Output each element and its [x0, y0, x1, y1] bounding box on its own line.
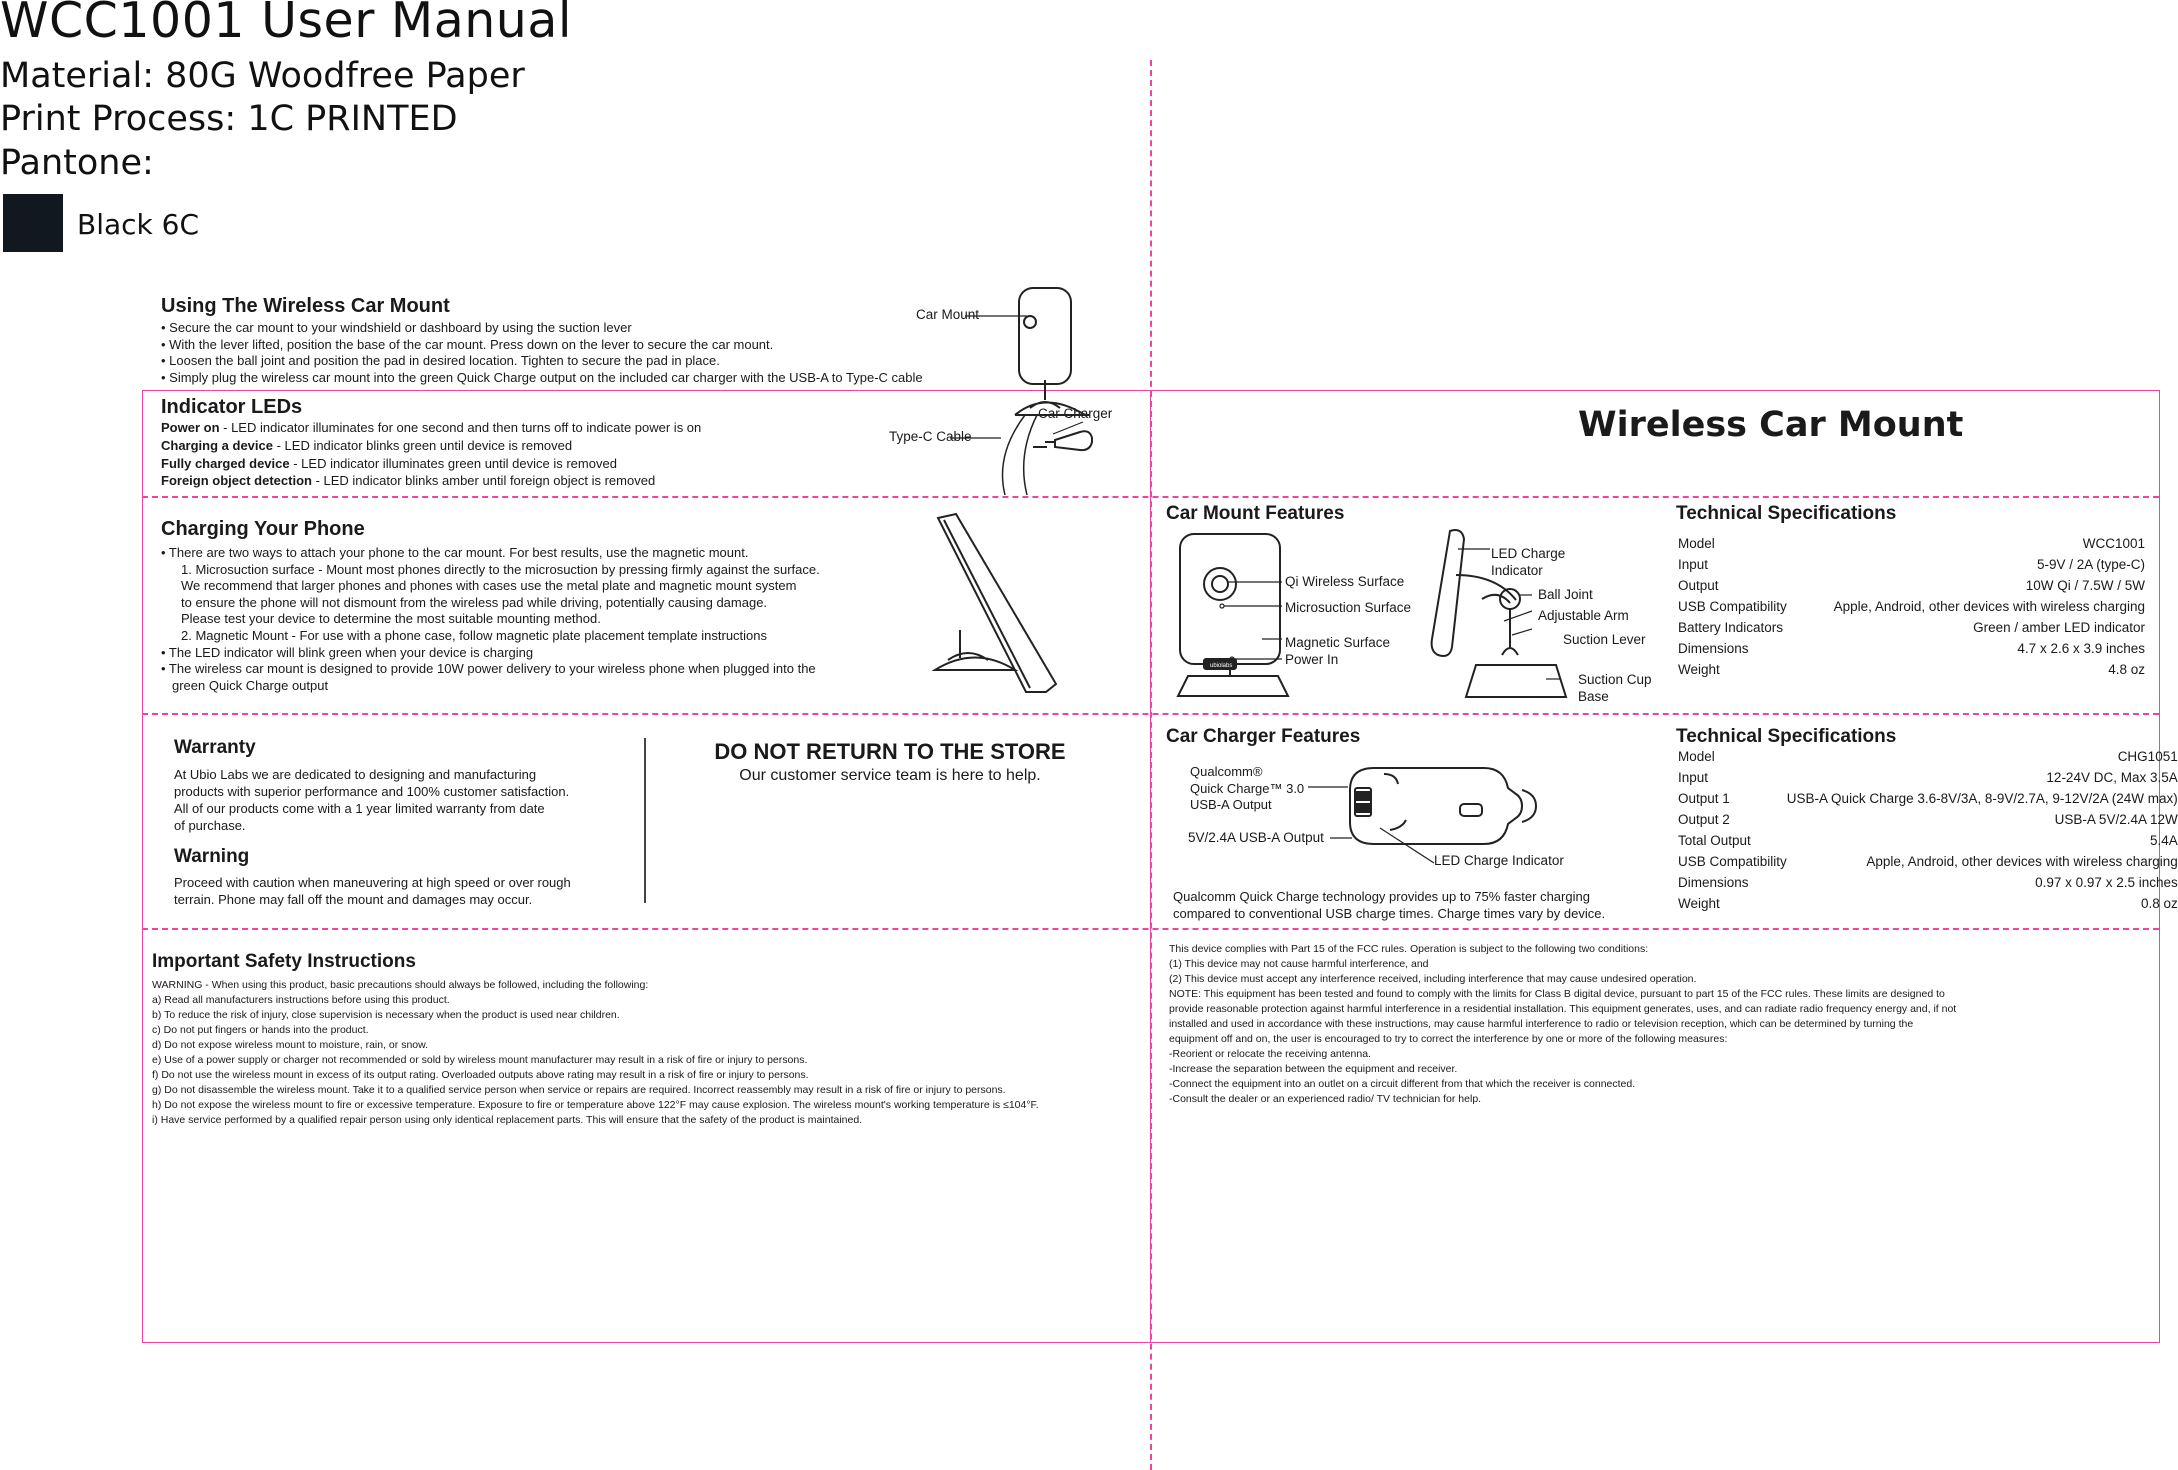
do-not-return-title: DO NOT RETURN TO THE STORE: [714, 739, 1066, 764]
car-charger-illustration: [1300, 760, 1560, 870]
safety-list: [152, 978, 1039, 1128]
label-type-c-cable: Type-C Cable: [889, 429, 972, 444]
fcc-line: (2) This device must accept any interference received, including interference that may cause undesired operation.: [1169, 973, 1697, 985]
label-qc-line: Quick Charge™ 3.0: [1190, 780, 1305, 796]
spec-key: Dimensions: [1678, 641, 1749, 656]
fcc-line: -Reorient or relocate the receiving antenna.: [1169, 1048, 1371, 1060]
warning-title: Warning: [174, 846, 250, 867]
charging-line: We recommend that larger phones and phones with cases use the metal plate and magnetic mount system: [181, 578, 797, 594]
spec-key: Weight: [1678, 896, 1720, 911]
using-line: • Simply plug the wireless car mount into the green Quick Charge output on the included car charger with the USB-A to Type-C cable: [161, 369, 923, 385]
spec-key: Input: [1678, 770, 1709, 785]
spec-value: Green / amber LED indicator: [1973, 620, 2145, 635]
specs-charger-table: [1678, 749, 2178, 917]
indicator-term: Charging a device: [161, 437, 273, 453]
charging-line: • The wireless car mount is designed to provide 10W power delivery to your wireless phone when plugged into the: [161, 661, 816, 677]
brand-logo-text: ubiolabs: [1210, 663, 1233, 669]
material-line: Material: 80G Woodfree Paper: [0, 56, 525, 96]
spec-value: CHG1051: [2117, 749, 2178, 764]
warranty-divider: [644, 738, 646, 903]
spec-row: [1678, 854, 2178, 875]
spec-value: 5.4A: [2149, 833, 2178, 848]
indicator-desc: - LED indicator blinks amber until foreign object is removed: [311, 473, 656, 489]
indicator-item: [161, 437, 701, 455]
do-not-return-subtitle: Our customer service team is here to help.: [739, 767, 1041, 784]
specs-charger-title: Technical Specifications: [1676, 726, 1897, 747]
fold-line-vertical: [1150, 60, 1152, 1470]
warranty-text: [174, 766, 569, 834]
fcc-line: installed and used in accordance with these instructions, may cause harmful interference to radio or television reception, which can be determined by turning the: [1169, 1018, 1914, 1030]
fcc-line: -Connect the equipment into an outlet on a circuit different from that which the receiver is connected.: [1169, 1078, 1636, 1090]
safety-line: a) Read all manufacturers instructions before using this product.: [152, 994, 450, 1006]
label-qc-line: USB-A Output: [1190, 797, 1272, 812]
print-process-line: Print Process: 1C PRINTED: [0, 99, 458, 139]
spec-value: WCC1001: [2082, 536, 2145, 551]
label-cup-line: Suction Cup: [1578, 672, 1652, 687]
spec-row: [1678, 599, 2145, 620]
charging-line: Please test your device to determine the most suitable mounting method.: [181, 611, 601, 627]
manual-title: WCC1001 User Manual: [0, 0, 572, 49]
spec-row: [1678, 749, 2178, 770]
using-line: • Secure the car mount to your windshield or dashboard by using the suction lever: [161, 320, 632, 335]
indicator-title: Indicator LEDs: [161, 396, 303, 418]
label-led-line: Indicator: [1491, 563, 1543, 578]
fcc-line: provide reasonable protection against harmful interference in a residential installation. This equipment generates, uses, and can radiate radio frequency energy and, if not: [1169, 1003, 1957, 1015]
fcc-statement: [1169, 942, 1956, 1107]
charger-note: [1173, 888, 1605, 922]
fold-line-h3: [142, 928, 2159, 930]
indicator-desc: - LED indicator illuminates green until device is removed: [289, 455, 617, 471]
spec-row: [1678, 791, 2178, 812]
spec-row: [1678, 662, 2145, 683]
spec-value: USB-A 5V/2.4A 12W: [2054, 812, 2178, 827]
fcc-line: -Consult the dealer or an experienced radio/ TV technician for help.: [1169, 1093, 1482, 1105]
spec-key: USB Compatibility: [1678, 854, 1787, 869]
spec-key: Input: [1678, 557, 1709, 572]
mount-with-charger-illustration: [975, 280, 1125, 495]
spec-value: 4.8 oz: [2108, 662, 2145, 677]
fcc-line: equipment off and on, the user is encouraged to try to correct the interference by one or more of the following measures:: [1169, 1033, 1728, 1045]
mount-features-title: Car Mount Features: [1166, 503, 1345, 524]
warning-line: terrain. Phone may fall off the mount and damages may occur.: [174, 892, 533, 907]
safety-title: Important Safety Instructions: [152, 951, 416, 972]
charging-line: • There are two ways to attach your phone to the car mount. For best results, use the magnetic mount.: [161, 545, 749, 560]
warranty-line: products with superior performance and 100% customer satisfaction.: [174, 784, 570, 799]
warranty-line: All of our products come with a 1 year limited warranty from date: [174, 801, 545, 816]
spec-key: Output: [1678, 578, 1719, 593]
spec-value: Apple, Android, other devices with wireless charging: [1866, 854, 2178, 869]
using-title: Using The Wireless Car Mount: [161, 295, 450, 317]
safety-line: g) Do not disassemble the wireless mount. Take it to a qualified service person when service or repairs are required. Incorrect reassembly may result in a risk of fire or injury to persons.: [152, 1084, 1006, 1096]
label-qc-line: Qualcomm®: [1190, 764, 1263, 779]
using-line: • With the lever lifted, position the base of the car mount. Press down on the lever to secure the car mount.: [161, 336, 774, 352]
indicator-desc: - LED indicator illuminates for one second and then turns off to indicate power is on: [219, 420, 702, 435]
charging-line: green Quick Charge output: [172, 677, 329, 693]
spec-row: [1678, 770, 2178, 791]
label-ball-joint: Ball Joint: [1538, 587, 1593, 602]
warranty-line: of purchase.: [174, 818, 246, 833]
indicator-item: [161, 419, 701, 437]
label-5v-usb-output: 5V/2.4A USB-A Output: [1188, 830, 1324, 845]
spec-value: 0.8 oz: [2140, 896, 2178, 911]
using-line: • Loosen the ball joint and position the pad in desired location. Tighten to secure the pad in place.: [161, 353, 720, 369]
label-charger-led: LED Charge Indicator: [1434, 853, 1564, 868]
safety-line: h) Do not expose the wireless mount to fire or excessive temperature. Exposure to fire or temperature above 122°F may cause explosion. The wireless mount's working temperature is ≤104°F.: [152, 1099, 1039, 1111]
specs-mount-table: [1678, 536, 2145, 683]
label-microsuction-surface: Microsuction Surface: [1285, 600, 1412, 615]
spec-key: Battery Indicators: [1678, 620, 1784, 635]
spec-row: [1678, 875, 2178, 896]
safety-line: c) Do not put fingers or hands into the product.: [152, 1024, 369, 1036]
charging-line: 1. Microsuction surface - Mount most phones directly to the microsuction by pressing firmly against the surface.: [181, 561, 820, 577]
spec-value: 10W Qi / 7.5W / 5W: [2025, 578, 2145, 593]
safety-line: e) Use of a power supply or charger not recommended or sold by wireless mount manufacturer may result in a risk of fire or injury to persons.: [152, 1054, 808, 1066]
spec-row: [1678, 620, 2145, 641]
warning-text: [174, 874, 571, 908]
spec-key: Model: [1678, 749, 1715, 764]
label-qi-wireless-surface: Qi Wireless Surface: [1285, 574, 1405, 589]
indicator-item: [161, 455, 701, 473]
spec-key: Weight: [1678, 662, 1720, 677]
safety-line: f) Do not use the wireless mount in excess of its output rating. Overloaded outputs above rating may result in a risk of fire or injury to persons.: [152, 1069, 809, 1081]
spec-value: 5-9V / 2A (type-C): [2036, 557, 2145, 572]
label-car-mount: Car Mount: [916, 307, 980, 322]
cover-title: Wireless Car Mount: [1578, 405, 1964, 445]
label-adjustable-arm: Adjustable Arm: [1538, 608, 1629, 623]
spec-row: [1678, 641, 2145, 662]
spec-value: 0.97 x 0.97 x 2.5 inches: [2035, 875, 2178, 890]
safety-line: d) Do not expose wireless mount to moisture, rain, or snow.: [152, 1039, 429, 1051]
charging-line: to ensure the phone will not dismount from the wireless pad while driving, potentially causing damage.: [181, 594, 768, 610]
fcc-line: (1) This device may not cause harmful interference, and: [1169, 958, 1429, 970]
safety-line: i) Have service performed by a qualified repair person using only identical replacement parts. This will ensure that the safety of the product is maintained.: [152, 1114, 863, 1126]
charging-line: • The LED indicator will blink green when your device is charging: [161, 644, 534, 660]
spec-key: USB Compatibility: [1678, 599, 1787, 614]
spec-value: 4.7 x 2.6 x 3.9 inches: [2017, 641, 2145, 656]
fcc-line: This device complies with Part 15 of the FCC rules. Operation is subject to the following two conditions:: [1169, 943, 1649, 955]
pantone-swatch-label: Black 6C: [77, 208, 200, 241]
charger-note-line: compared to conventional USB charge times. Charge times vary by device.: [1173, 906, 1606, 921]
charger-note-line: Qualcomm Quick Charge technology provides up to 75% faster charging: [1173, 889, 1590, 904]
indicator-desc: - LED indicator blinks green until device is removed: [272, 437, 573, 453]
fold-line-h1: [142, 496, 2159, 498]
warranty-line: At Ubio Labs we are dedicated to designing and manufacturing: [174, 767, 537, 782]
indicator-term: Fully charged device: [161, 455, 290, 471]
charging-line: 2. Magnetic Mount - For use with a phone case, follow magnetic plate placement template instructions: [181, 627, 768, 643]
spec-key: Dimensions: [1678, 875, 1749, 890]
charging-list: [161, 545, 820, 694]
indicator-term: Foreign object detection: [161, 473, 312, 489]
specs-mount-title: Technical Specifications: [1676, 503, 1897, 524]
spec-value: USB-A Quick Charge 3.6-8V/3A, 8-9V/2.7A, 9-12V/2A (24W max): [1786, 791, 2178, 806]
spec-row: [1678, 812, 2178, 833]
charging-title: Charging Your Phone: [161, 518, 365, 540]
spec-key: Total Output: [1678, 833, 1751, 848]
safety-line: b) To reduce the risk of injury, close supervision is necessary when the product is used near children.: [152, 1009, 620, 1021]
indicator-item: [161, 472, 701, 490]
pantone-line: Pantone:: [0, 143, 154, 183]
label-power-in: Power In: [1285, 652, 1339, 667]
charger-features-title: Car Charger Features: [1166, 726, 1361, 747]
spec-value: Apple, Android, other devices with wireless charging: [1833, 599, 2145, 614]
spec-row: [1678, 896, 2178, 917]
label-quick-charge-output: [1190, 764, 1304, 814]
spec-value: 12-24V DC, Max 3.5A: [2046, 770, 2178, 785]
pantone-swatch: [3, 194, 63, 252]
car-mount-front-leaders: [1220, 575, 1280, 665]
spec-key: Model: [1678, 536, 1715, 551]
spec-row: [1678, 578, 2145, 599]
safety-line: WARNING - When using this product, basic precautions should always be followed, including the following:: [152, 979, 649, 991]
indicator-list: [161, 419, 701, 490]
fcc-line: -Increase the separation between the equipment and receiver.: [1169, 1063, 1458, 1075]
indicator-term: Power on: [161, 420, 220, 435]
using-list: [161, 320, 923, 386]
spec-key: Output 1: [1678, 791, 1730, 806]
phone-on-mount-illustration: [930, 510, 1080, 695]
label-car-charger: Car Charger: [1038, 406, 1113, 421]
fcc-line: NOTE: This equipment has been tested and found to comply with the limits for Class B digital device, pursuant to part 15 of the FCC rules. These limits are designed to: [1169, 988, 1945, 1000]
spec-row: [1678, 833, 2178, 854]
label-suction-cup-base: [1578, 671, 1652, 705]
spec-row: [1678, 536, 2145, 557]
fold-line-h2: [142, 713, 2159, 715]
spec-key: Output 2: [1678, 812, 1730, 827]
label-suction-lever: Suction Lever: [1563, 632, 1646, 647]
warning-line: Proceed with caution when maneuvering at high speed or over rough: [174, 875, 571, 890]
label-cup-line: Base: [1578, 689, 1609, 704]
label-magnetic-surface: Magnetic Surface: [1285, 635, 1391, 650]
label-led-charge-indicator: [1491, 545, 1565, 579]
warranty-title: Warranty: [174, 737, 256, 758]
label-led-line: LED Charge: [1491, 546, 1566, 561]
spec-row: [1678, 557, 2145, 578]
